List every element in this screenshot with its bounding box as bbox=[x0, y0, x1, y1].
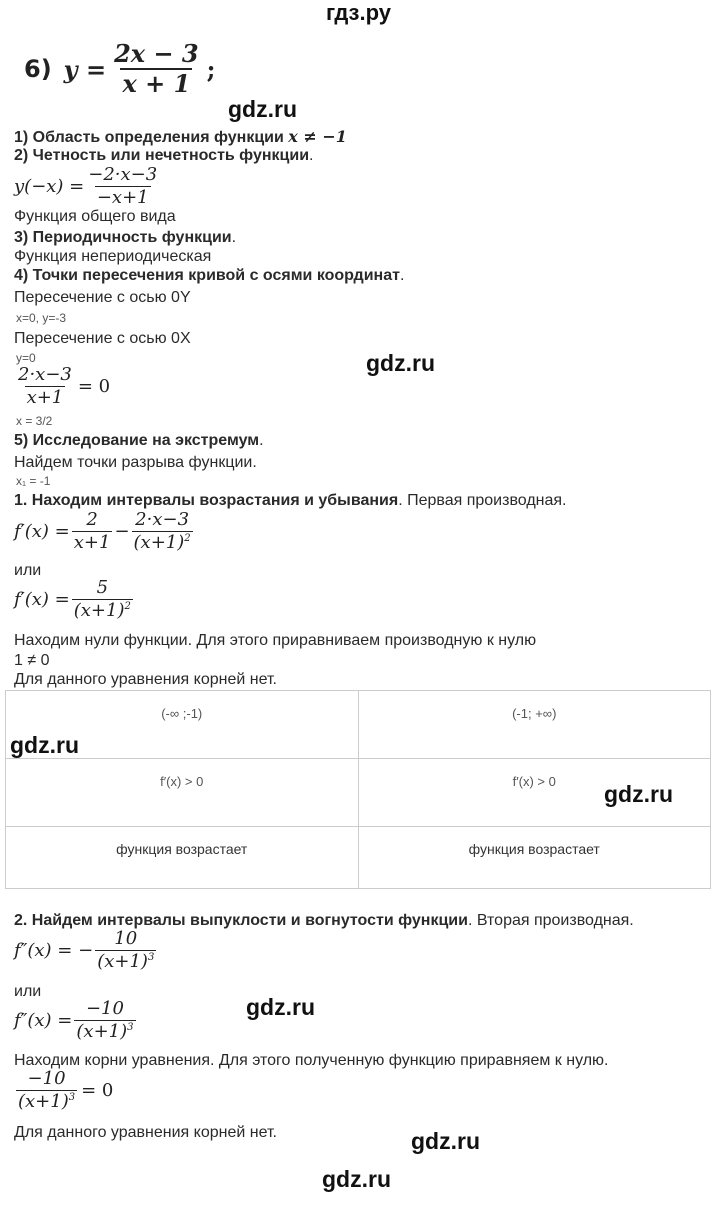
deriv1-title: 1. Находим интервалы возрастания и убывания bbox=[14, 492, 399, 509]
step4-dot: . bbox=[399, 267, 405, 284]
problem-statement bbox=[24, 40, 215, 98]
step2-result: Функция общего вида bbox=[14, 208, 176, 225]
step4-title: 4) Точки пересечения кривой с осями координат bbox=[14, 267, 400, 284]
deriv1-d1: x+1 bbox=[73, 531, 111, 553]
deriv1-rest: . Первая производная. bbox=[398, 492, 567, 509]
step3-dot: . bbox=[231, 229, 237, 246]
step2-formula bbox=[14, 165, 161, 208]
deriv2-rest: . Вторая производная. bbox=[467, 912, 634, 929]
deriv2b-num: −10 bbox=[85, 998, 124, 1019]
roots-text: Находим корни уравнения. Для этого полученную функцию приравняем к нулю. bbox=[14, 1052, 609, 1069]
deriv2-heading bbox=[14, 912, 634, 930]
step2-lhs: y(−x) = bbox=[14, 176, 85, 198]
deriv2-den-base: (x+1) bbox=[97, 950, 148, 972]
deriv2-eq-den-base: (x+1) bbox=[18, 1090, 69, 1112]
deriv1-d2-exp: 2 bbox=[184, 532, 191, 544]
step4-eq-den: x+1 bbox=[26, 386, 64, 408]
step2-title: 2) Четность или нечетность функции bbox=[14, 147, 310, 164]
no-roots-1: Для данного уравнения корней нет. bbox=[14, 671, 277, 688]
deriv1-lhs: f′(x) = bbox=[14, 521, 70, 543]
step4-oy-label: Пересечение с осью 0Y bbox=[14, 289, 191, 306]
step5-x1: x₁ = -1 bbox=[16, 474, 51, 488]
interval-left: (-∞ ;-1) bbox=[161, 706, 203, 721]
or-label-1: или bbox=[14, 562, 42, 579]
deriv2b-fraction bbox=[74, 999, 135, 1042]
deriv2b-den-exp: 3 bbox=[127, 1021, 134, 1033]
deriv2b-lhs: f″(x) = bbox=[14, 1010, 73, 1032]
problem-number: 6) bbox=[24, 55, 52, 84]
step4-eq-num: 2·x−3 bbox=[18, 364, 72, 385]
deriv1b-lhs: f′(x) = bbox=[14, 589, 70, 611]
step3-heading bbox=[14, 229, 236, 247]
problem-fraction bbox=[112, 40, 201, 98]
problem-numerator: 2x − 3 bbox=[114, 39, 199, 68]
step3-result: Функция непериодическая bbox=[14, 248, 212, 265]
watermark: gdz.ru bbox=[10, 732, 79, 758]
deriv2-num: 10 bbox=[114, 928, 138, 949]
watermark: gdz.ru bbox=[366, 350, 435, 376]
watermark: gdz.ru bbox=[246, 994, 315, 1020]
watermark: gdz.ru bbox=[228, 96, 297, 122]
deriv1-frac2 bbox=[132, 510, 193, 553]
step1-math: x ≠ −1 bbox=[288, 127, 347, 146]
step1-text: 1) Область определения функции bbox=[14, 129, 289, 146]
deriv2b-den-base: (x+1) bbox=[76, 1020, 128, 1042]
table-cell bbox=[6, 759, 359, 827]
deriv2-eq-fraction bbox=[16, 1069, 77, 1112]
deriv1b-den bbox=[72, 599, 133, 622]
no-roots-2: Для данного уравнения корней нет. bbox=[14, 1124, 277, 1141]
step2-num: −2·x−3 bbox=[88, 164, 158, 185]
deriv2-fraction bbox=[95, 929, 156, 972]
watermark: gdz.ru bbox=[322, 1166, 391, 1192]
step4-fraction bbox=[16, 365, 74, 408]
step4-y0: y=0 bbox=[16, 351, 36, 365]
behavior-left: функция возрастает bbox=[116, 841, 248, 857]
deriv1-minus: − bbox=[114, 521, 130, 543]
sign-right: f′(x) > 0 bbox=[512, 774, 556, 789]
deriv1b-den-exp: 2 bbox=[124, 600, 131, 612]
problem-end: ; bbox=[206, 54, 216, 84]
deriv2-equation bbox=[14, 1069, 113, 1112]
step5-dot: . bbox=[259, 432, 264, 449]
sign-left: f′(x) > 0 bbox=[160, 774, 204, 789]
step4-heading bbox=[14, 267, 404, 285]
zeros-equation: 1 ≠ 0 bbox=[14, 652, 50, 669]
step2-fraction bbox=[86, 165, 159, 208]
interval-right: (-1; +∞) bbox=[512, 706, 557, 721]
deriv2-lhs: f″(x) = − bbox=[14, 940, 94, 962]
deriv2b-formula bbox=[14, 999, 138, 1042]
watermark: gdz.ru bbox=[411, 1128, 480, 1154]
deriv1-n2: 2·x−3 bbox=[135, 509, 190, 530]
deriv2-title: 2. Найдем интервалы выпуклости и вогнутости функции bbox=[14, 912, 468, 929]
deriv1-frac1 bbox=[72, 510, 113, 553]
watermark: gdz.ru bbox=[604, 781, 673, 807]
problem-lhs: y = bbox=[63, 54, 107, 84]
deriv2-den bbox=[95, 950, 156, 973]
deriv2-eq-num: −10 bbox=[27, 1068, 66, 1089]
behavior-right: функция возрастает bbox=[468, 841, 600, 857]
deriv2-eq-den bbox=[16, 1090, 77, 1113]
step4-eq-rhs: = 0 bbox=[77, 376, 111, 398]
step5-title: 5) Исследование на экстремум bbox=[14, 432, 260, 449]
deriv2-eq-den-exp: 3 bbox=[68, 1091, 76, 1103]
table-cell bbox=[358, 691, 711, 759]
step4-ox-label: Пересечение с осью 0X bbox=[14, 330, 191, 347]
step1-line bbox=[14, 127, 347, 147]
step4-oy-values: x=0, y=-3 bbox=[16, 311, 67, 325]
deriv2-eq-rhs: = 0 bbox=[81, 1080, 114, 1102]
step2-den: −x+1 bbox=[96, 186, 149, 208]
site-title: гдз.ру bbox=[326, 0, 391, 25]
table-cell bbox=[6, 827, 359, 889]
deriv1-n1: 2 bbox=[86, 509, 98, 530]
deriv1b-fraction bbox=[72, 578, 133, 621]
table-row bbox=[6, 691, 711, 759]
deriv1-d2-base: (x+1) bbox=[133, 531, 185, 553]
deriv2-den-exp: 3 bbox=[147, 951, 155, 963]
step2-dot: . bbox=[309, 147, 314, 164]
step2-heading bbox=[14, 147, 314, 165]
step3-title: 3) Периодичность функции bbox=[14, 229, 232, 246]
deriv1-heading bbox=[14, 492, 567, 510]
table-cell bbox=[358, 827, 711, 889]
deriv2b-den bbox=[74, 1020, 135, 1043]
deriv1-formula bbox=[14, 510, 195, 553]
deriv2-formula bbox=[14, 929, 158, 972]
step4-x-value: x = 3/2 bbox=[16, 414, 53, 428]
deriv1-d2 bbox=[132, 531, 193, 554]
deriv1b-num: 5 bbox=[96, 577, 109, 598]
step5-heading bbox=[14, 432, 264, 450]
deriv1b-den-base: (x+1) bbox=[73, 599, 125, 621]
problem-denominator: x + 1 bbox=[122, 68, 191, 98]
table-row bbox=[6, 827, 711, 889]
step5-break-text: Найдем точки разрыва функции. bbox=[14, 454, 257, 471]
zeros-text: Находим нули функции. Для этого приравниваем производную к нулю bbox=[14, 632, 537, 649]
deriv1b-formula bbox=[14, 578, 135, 621]
step4-equation bbox=[14, 365, 110, 408]
or-label-2: или bbox=[14, 983, 42, 1000]
